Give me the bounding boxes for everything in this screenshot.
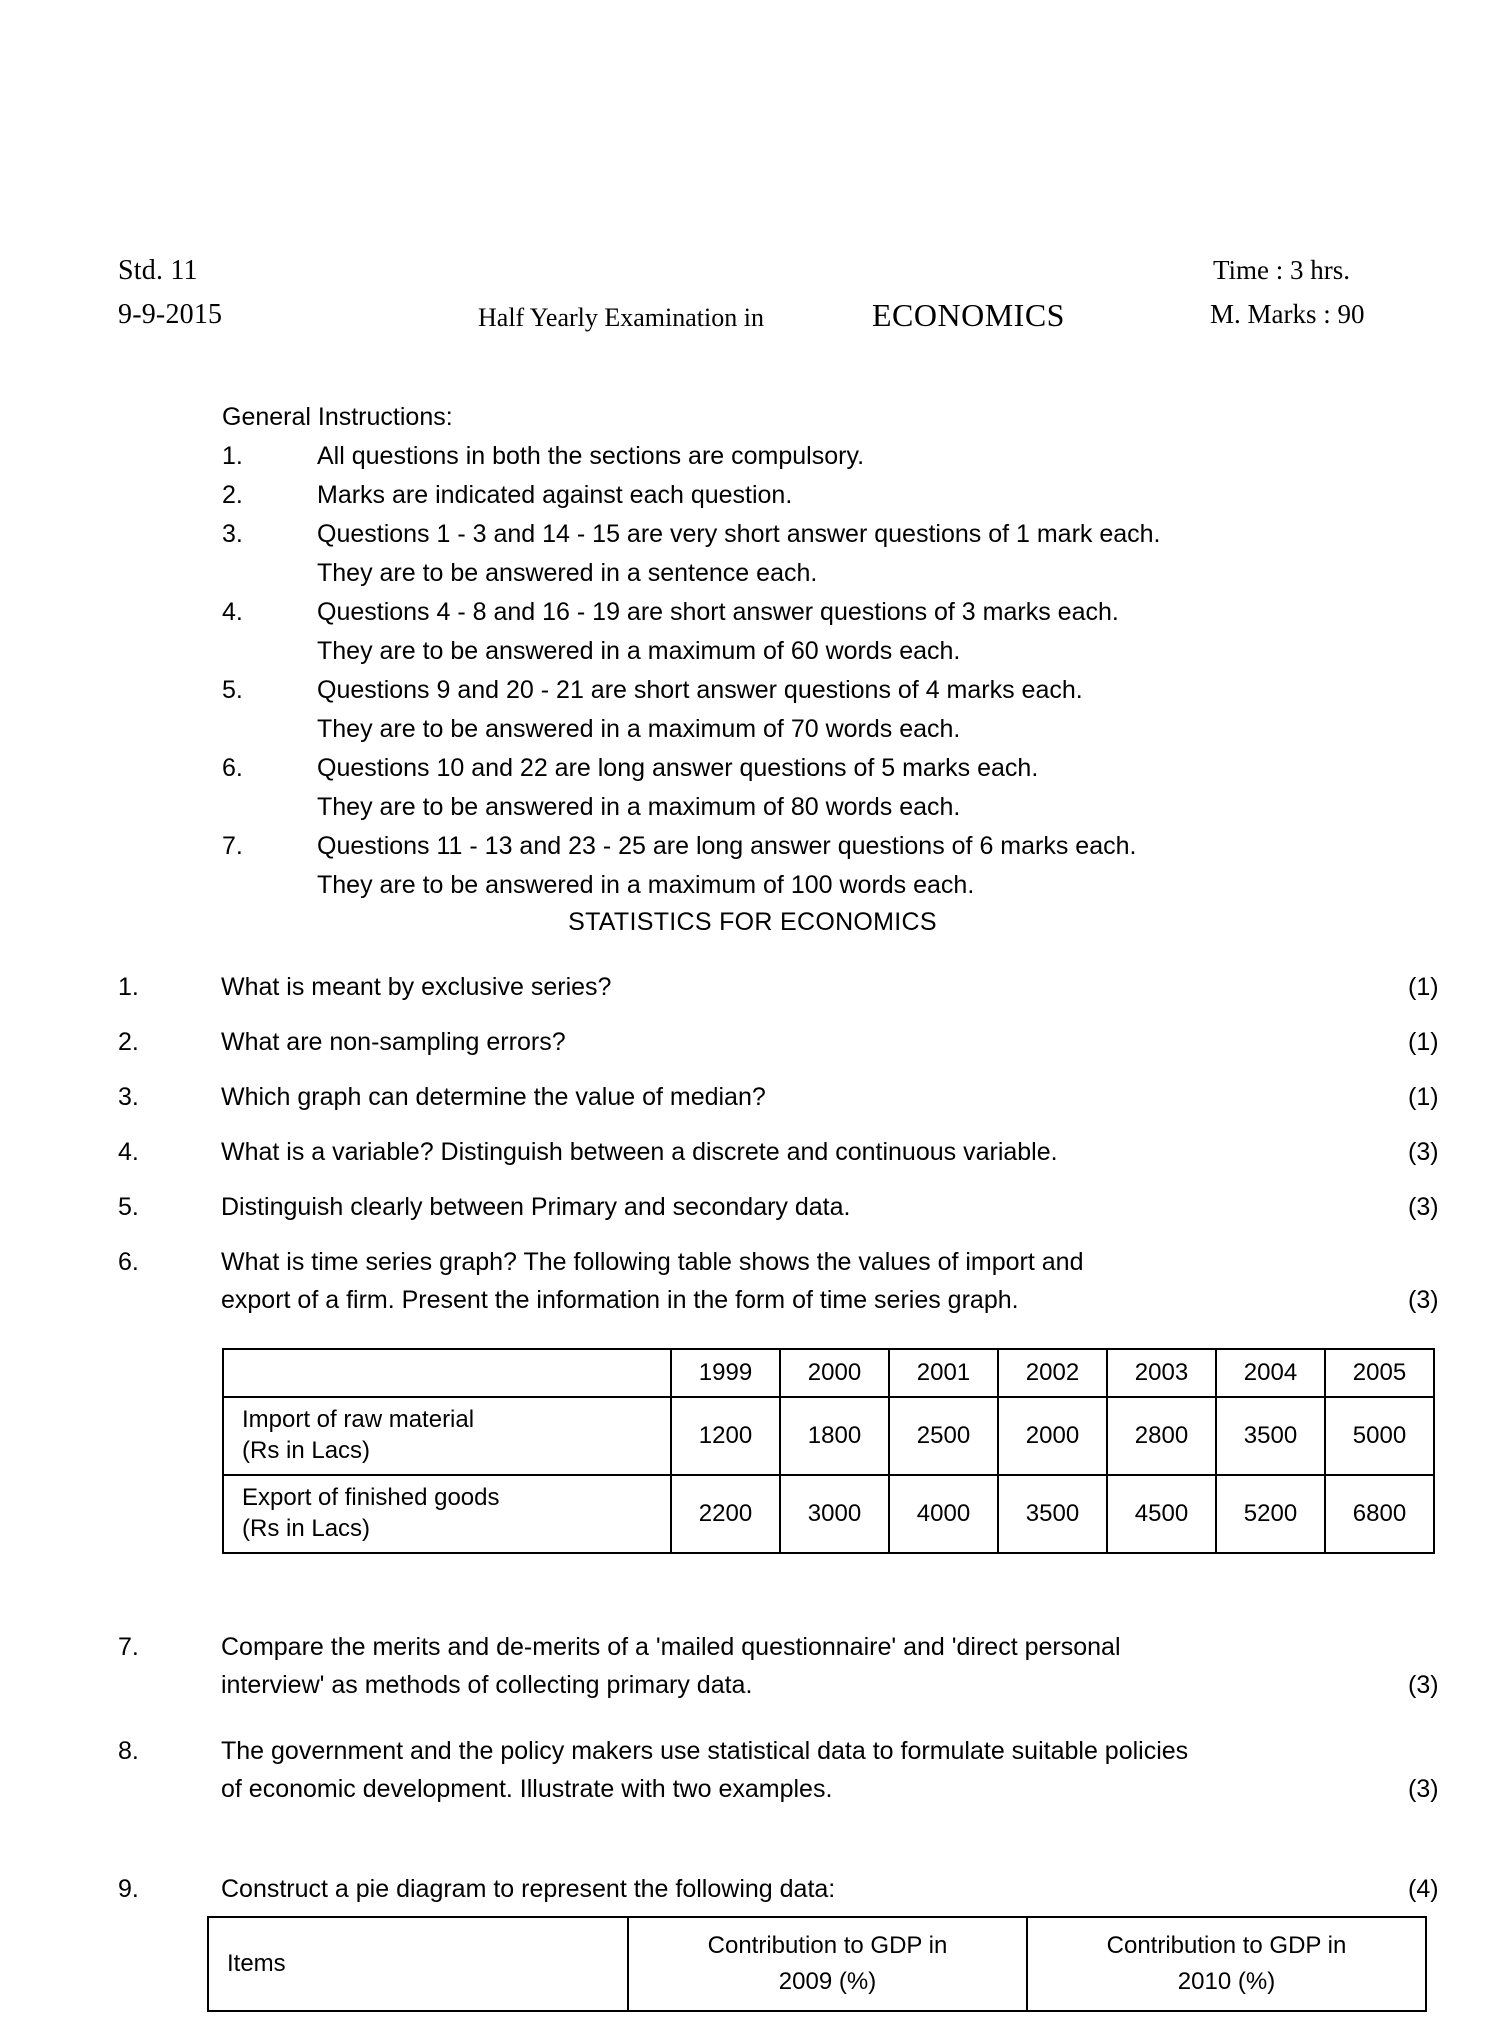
question-line: What is meant by exclusive series? <box>221 973 612 1001</box>
question-marks: (3) <box>1408 1138 1439 1166</box>
exam-header <box>0 255 1505 345</box>
row-label-line: Import of raw material <box>242 1406 475 1433</box>
instruction-line: They are to be answered in a maximum of 60 words each. <box>317 637 961 665</box>
question-marks: (4) <box>1408 1875 1439 1903</box>
instruction-item <box>222 437 1222 476</box>
question-text <box>221 968 1401 1006</box>
question-text <box>221 1023 1401 1061</box>
question-number: 4. <box>118 1138 139 1166</box>
table-header-year: 2000 <box>780 1349 889 1397</box>
exam-date: 9-9-2015 <box>118 299 223 330</box>
instruction-item <box>222 671 1222 749</box>
instruction-body <box>317 437 1222 476</box>
question-line: Compare the merits and de-merits of a 'mailed questionnaire' and 'direct personal <box>221 1633 1121 1661</box>
instruction-line: They are to be answered in a maximum of 80 words each. <box>317 793 961 821</box>
instruction-number: 1. <box>222 442 243 470</box>
question-marks: (3) <box>1408 1286 1439 1314</box>
question-line: Distinguish clearly between Primary and secondary data. <box>221 1193 851 1221</box>
question-text <box>221 1628 1401 1704</box>
instruction-body <box>317 515 1222 593</box>
question-text <box>221 1870 1401 1908</box>
instruction-body <box>317 749 1222 827</box>
header-line: 2009 (%) <box>778 1968 877 1995</box>
exam-type-label: Half Yearly Examination in <box>478 303 764 332</box>
question-text <box>221 1243 1401 1319</box>
exam-subject: ECONOMICS <box>872 297 1065 333</box>
question-number: 8. <box>118 1737 139 1765</box>
instruction-number: 7. <box>222 832 243 860</box>
instruction-line: They are to be answered in a maximum of 100 words each. <box>317 871 975 899</box>
row-label-line: Export of finished goods <box>242 1484 500 1511</box>
question-line: The government and the policy makers use statistical data to formulate suitable policies <box>221 1737 1189 1765</box>
instruction-body <box>317 593 1222 671</box>
table-row <box>223 1397 1434 1475</box>
question-number: 6. <box>118 1248 139 1276</box>
table-header-year: 2004 <box>1216 1349 1325 1397</box>
question-number: 7. <box>118 1633 139 1661</box>
table-cell: 3000 <box>780 1475 889 1553</box>
table-cell: 3500 <box>998 1475 1107 1553</box>
instruction-body <box>317 476 1222 515</box>
instruction-item <box>222 476 1222 515</box>
instruction-number: 5. <box>222 676 243 704</box>
standard-label: Std. 11 <box>118 255 198 286</box>
instruction-body <box>317 671 1222 749</box>
table-cell: 5200 <box>1216 1475 1325 1553</box>
exam-max-marks: M. Marks : 90 <box>1210 299 1365 329</box>
table-header-row <box>208 1917 1426 2011</box>
question-number: 1. <box>118 973 139 1001</box>
general-instructions <box>222 398 1222 905</box>
instructions-title: General Instructions: <box>222 403 453 431</box>
section-title: STATISTICS FOR ECONOMICS <box>568 908 937 936</box>
question-marks: (1) <box>1408 1083 1439 1111</box>
table-cell: 2500 <box>889 1397 998 1475</box>
question-number: 9. <box>118 1875 139 1903</box>
instruction-item <box>222 749 1222 827</box>
question-line: What is time series graph? The following table shows the values of import and <box>221 1248 1084 1276</box>
question-marks: (3) <box>1408 1775 1439 1803</box>
table-header-gdp-2009 <box>628 1917 1027 2011</box>
question-line: What are non-sampling errors? <box>221 1028 566 1056</box>
row-label <box>223 1397 671 1475</box>
instruction-line: Questions 9 and 20 - 21 are short answer questions of 4 marks each. <box>317 676 1083 704</box>
instruction-line: Questions 4 - 8 and 16 - 19 are short answer questions of 3 marks each. <box>317 598 1119 626</box>
instruction-item <box>222 515 1222 593</box>
instruction-number: 2. <box>222 481 243 509</box>
question-marks: (1) <box>1408 1028 1439 1056</box>
instruction-line: Questions 1 - 3 and 14 - 15 are very short answer questions of 1 mark each. <box>317 520 1161 548</box>
header-line: Contribution to GDP in <box>1106 1932 1347 1959</box>
table-header-year: 2001 <box>889 1349 998 1397</box>
question-text <box>221 1078 1401 1116</box>
instruction-line: All questions in both the sections are compulsory. <box>317 442 865 470</box>
table-cell: 2000 <box>998 1397 1107 1475</box>
table-cell: 4000 <box>889 1475 998 1553</box>
instruction-body <box>317 827 1222 905</box>
table-header-year: 2005 <box>1325 1349 1434 1397</box>
instruction-item <box>222 827 1222 905</box>
question-text <box>221 1188 1401 1226</box>
table-cell: 1800 <box>780 1397 889 1475</box>
question-line: What is a variable? Distinguish between a discrete and continuous variable. <box>221 1138 1058 1166</box>
table-cell: 5000 <box>1325 1397 1434 1475</box>
exam-duration: Time : 3 hrs. <box>1213 255 1351 285</box>
row-label-line: (Rs in Lacs) <box>242 1437 371 1464</box>
instruction-line: Questions 11 - 13 and 23 - 25 are long answer questions of 6 marks each. <box>317 832 1137 860</box>
instruction-number: 6. <box>222 754 243 782</box>
row-label-line: (Rs in Lacs) <box>242 1515 371 1542</box>
table-cell: 6800 <box>1325 1475 1434 1553</box>
table-cell: 3500 <box>1216 1397 1325 1475</box>
table-row <box>223 1475 1434 1553</box>
instruction-item <box>222 593 1222 671</box>
table-cell: 4500 <box>1107 1475 1216 1553</box>
question-line: export of a firm. Present the information in the form of time series graph. <box>221 1286 1019 1314</box>
question-marks: (3) <box>1408 1193 1439 1221</box>
question-number: 3. <box>118 1083 139 1111</box>
table-header-year: 2003 <box>1107 1349 1216 1397</box>
instruction-number: 3. <box>222 520 243 548</box>
table-corner-cell <box>223 1349 671 1397</box>
instruction-line: They are to be answered in a maximum of 70 words each. <box>317 715 961 743</box>
question-text <box>221 1732 1401 1808</box>
question-text <box>221 1133 1401 1171</box>
question-marks: (1) <box>1408 973 1439 1001</box>
question-marks: (3) <box>1408 1671 1439 1699</box>
table-header-year: 2002 <box>998 1349 1107 1397</box>
table-cell: 2800 <box>1107 1397 1216 1475</box>
question-line: of economic development. Illustrate with two examples. <box>221 1775 833 1803</box>
table-cell: 2200 <box>671 1475 780 1553</box>
gdp-contribution-table <box>207 1916 1427 2012</box>
instruction-line: Questions 10 and 22 are long answer questions of 5 marks each. <box>317 754 1039 782</box>
question-line: Construct a pie diagram to represent the following data: <box>221 1875 836 1903</box>
header-line: Contribution to GDP in <box>707 1932 948 1959</box>
question-number: 2. <box>118 1028 139 1056</box>
header-line: 2010 (%) <box>1177 1968 1276 1995</box>
question-number: 5. <box>118 1193 139 1221</box>
question-line: interview' as methods of collecting primary data. <box>221 1671 753 1699</box>
instruction-line: Marks are indicated against each question. <box>317 481 793 509</box>
instruction-number: 4. <box>222 598 243 626</box>
table-cell: 1200 <box>671 1397 780 1475</box>
row-label <box>223 1475 671 1553</box>
table-header-items: Items <box>208 1917 628 2011</box>
table-header-row <box>223 1349 1434 1397</box>
instruction-line: They are to be answered in a sentence each. <box>317 559 818 587</box>
import-export-table <box>222 1348 1435 1554</box>
table-header-gdp-2010 <box>1027 1917 1426 2011</box>
question-line: Which graph can determine the value of median? <box>221 1083 766 1111</box>
table-header-year: 1999 <box>671 1349 780 1397</box>
